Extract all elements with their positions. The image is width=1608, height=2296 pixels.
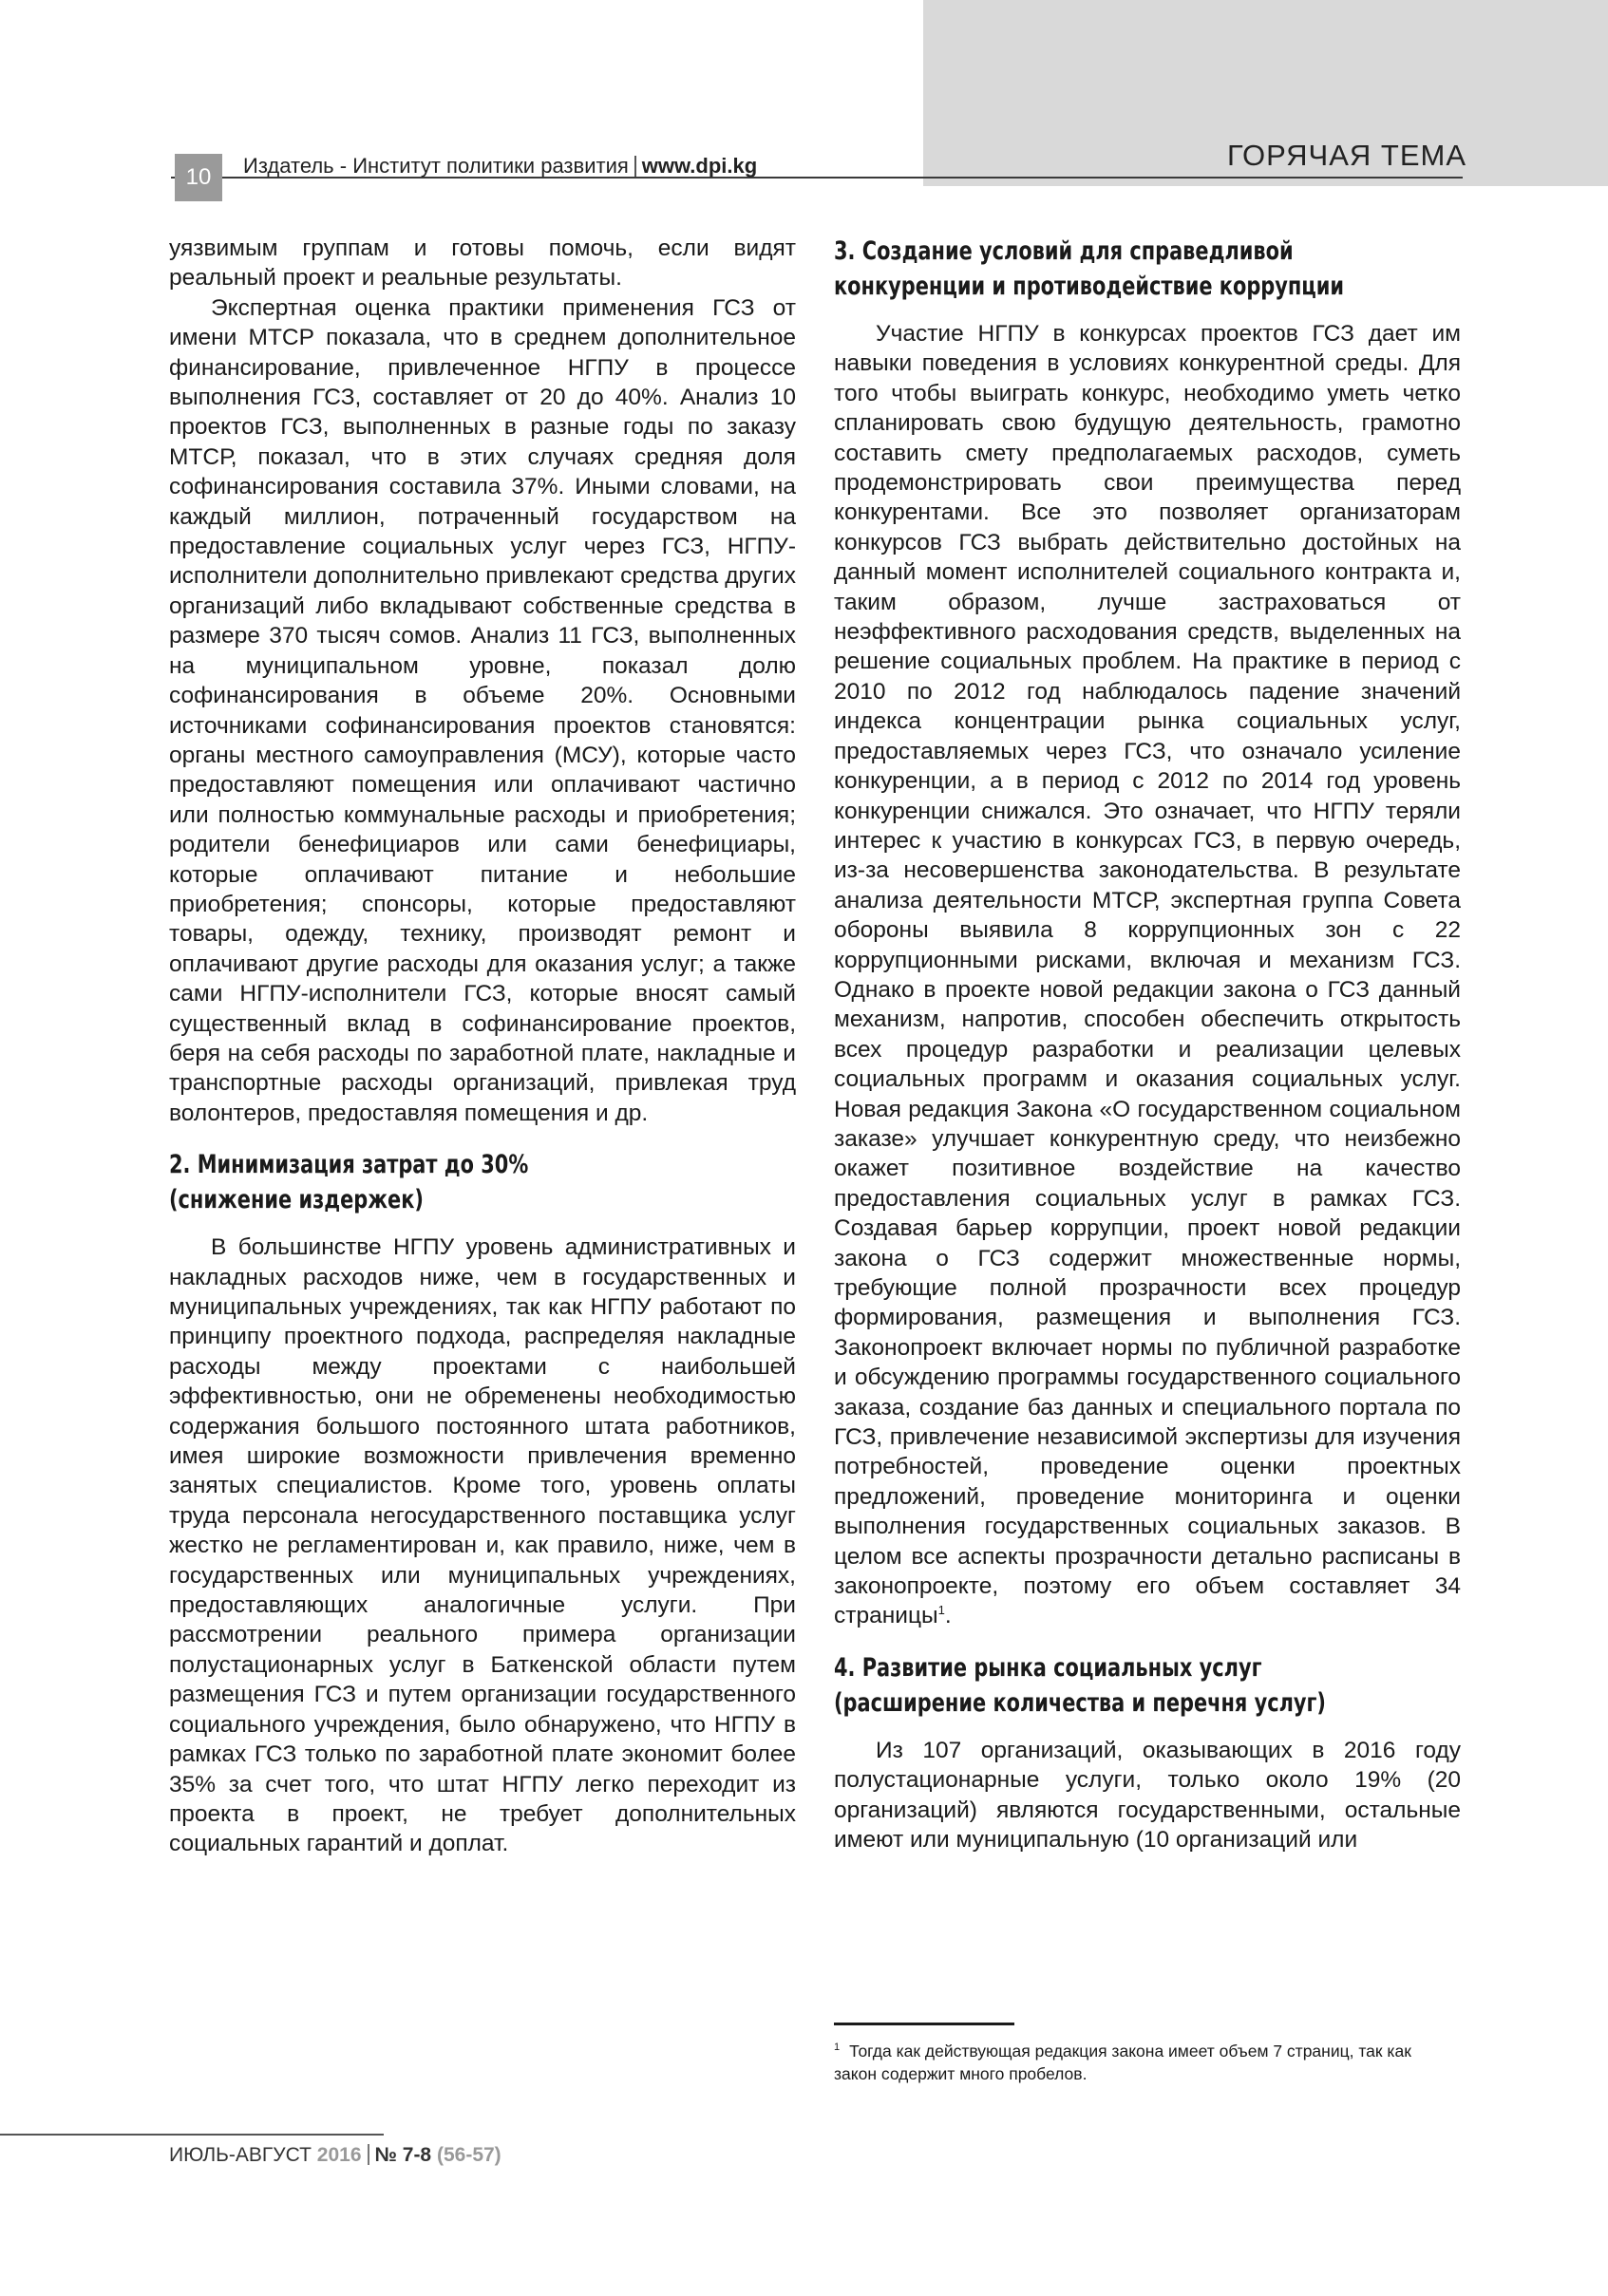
paragraph: В большинстве НГПУ уровень административных и накладных расходов ниже, чем в государственных и муниципальных учреждениях, так как НГПУ работают по принципу проектного подхода, распределяя накладные расходы между проектами с наибольшей эффективностью, они не обременены необходимостью содержания большого постоянного штата работников, имея широкие возможности привлечения временно занятых специалистов. Кроме того, уровень оплаты труда персонала негосударственного поставщика услуг жестко не регламентирован и, как правило, ниже, чем в государственных или муниципальных учреждениях, предоставляющих аналогичные услуги. При рассмотрении реального примера организации полустационарных услуг в Баткенской области путем размещения ГСЗ и путем организации государственного социального учреждения, было обнаружено, что НГПУ в рамках ГСЗ только по заработной плате экономит более 35% за счет того, что штат НГПУ легко переходит из проекта в проект, не требует дополнительных социальных гарантий и доплат. <box>169 1234 796 1857</box>
footer-issue: № 7-8 <box>374 2144 432 2166</box>
footer <box>169 2144 501 2167</box>
footnote <box>834 2040 1442 2085</box>
footer-separator <box>368 2144 369 2165</box>
footnote-ref[interactable]: 1 <box>937 1603 945 1618</box>
paragraph: уязвимым группам и готовы помочь, если видят реальный проект и реальные результаты. <box>169 235 796 292</box>
section-heading-4: 4. Развитие рынка социальных услуг (расширение количества и перечня услуг) <box>834 1652 1326 1718</box>
header-separator <box>634 156 636 177</box>
paragraph: Из 107 организаций, оказывающих в 2016 году полустационарные услуги, только около 19% (20 организаций) являются государственными, остальные имеют или муниципальную (10 организаций или <box>834 1737 1461 1854</box>
section-heading-2: 2. Минимизация затрат до 30% (снижение издержек) <box>169 1150 529 1215</box>
paragraph: Экспертная оценка практики применения ГСЗ от имени МТСР показала, что в среднем дополнительное финансирование, привлеченное НГПУ в процессе выполнения ГСЗ, составляет от 20 до 40%. Анализ 10 проектов ГСЗ, выполненных в разные годы по заказу МТСР, показал, что в этих случаях средняя доля софинансирования составила 37%. Иными словами, на каждый миллион, потраченный государством на предоставление социальных услуг через ГСЗ, НГПУ-исполнители дополнительно привлекают средства других организаций либо вкладывают собственные средства в размере 370 тысяч сомов. Анализ 11 ГСЗ, выполненных на муниципальном уровне, показал долю софинансирования в объеме 20%. Основными источниками софинансирования проектов становятся: органы местного самоуправления (МСУ), которые часто предоставляют помещения или оплачивают частично или полностью коммунальные расходы и приобретения; родители бенефициаров или сами бенефициары, которые оплачивают питание и небольшие приобретения; спонсоры, которые предоставляют товары, одежду, технику, производят ремонт и оплачивают другие расходы для оказания услуг; а также сами НГПУ-исполнители ГСЗ, которые вносят самый существенный вклад в софинансирование проектов, беря на себя расходы по заработной плате, накладные и транспортные расходы организаций, привлекая труд волонтеров, предоставляя помещения и др. <box>169 294 796 1126</box>
footnote-text: Тогда как действующая редакция закона имеет объем 7 страниц, так как закон содержит много пробелов. <box>834 2042 1411 2083</box>
section-title: ГОРЯЧАЯ ТЕМА <box>1227 139 1466 172</box>
footer-year: 2016 <box>316 2144 362 2166</box>
section-heading-3: 3. Создание условий для справедливой конкуренции и противодействие коррупции <box>834 236 1345 301</box>
footnote-rule <box>834 2023 1014 2025</box>
paragraph: Участие НГПУ в конкурсах проектов ГСЗ дает им навыки поведения в условиях конкурентной среды. Для того чтобы выиграть конкурс, необходимо уметь четко спланировать свою будущую деятельность, грамотно составить смету предполагаемых расходов, суметь продемонстрировать свои преимущества перед конкурентами. Все это позволяет организаторам конкурсов ГСЗ выбрать действительно достойных на данный момент исполнителей социального контракта и, таким образом, лучше застраховаться от неэффективного расходования средств, выделенных на решение социальных проблем. На практике в период с 2010 по 2012 год наблюдалось падение значений индекса концентрации рынка социальных услуг, предоставляемых через ГСЗ, что означало усиление конкуренции, а в период с 2012 по 2014 год уровень конкуренции снижался. Это означает, что НГПУ теряли интерес к участию в конкурсах ГСЗ, в первую очередь, из-за несовершенства законодательства. В результате анализа деятельности МТСР, экспертная группа Совета обороны выявила 8 коррупционных зон с 22 коррупционными рисками, включая и механизм ГСЗ. Однако в проекте новой редакции закона о ГСЗ данный механизм, напротив, способен обеспечить открытость всех процедур разработки и реализации целевых социальных программ и оказания социальных услуг. Новая редакция Закона «О государственном социальном заказе» улучшает конкурентную среду, что неизбежно окажет позитивное воздействие на качество предоставления социальных услуг в рамках ГСЗ. Создавая барьер коррупции, проект новой редакции закона о ГСЗ содержит множественные нормы, требующие полной прозрачности всех процедур формирования, размещения и выполнения ГСЗ. Законопроект включает нормы по публичной разработке и обсуждению программы государственного социального заказа, создание баз данных и специального портала по ГСЗ, привлечение независимой экспертизы для изучения потребностей, проведение оценки проектных предложений, проведение мониторинга и оценки выполнения государственных социальных заказов. В целом все аспекты прозрачности детально расписаны в законопроекте, поэтому его объем составляет 34 страницы$^1$. <box>834 321 1461 1629</box>
left-column <box>169 234 796 1859</box>
publisher-name: Издатель - Институт политики развития <box>243 154 629 178</box>
website-link[interactable]: www.dpi.kg <box>641 154 758 178</box>
footer-issue-sub: (56-57) <box>436 2144 501 2166</box>
publisher-line <box>243 154 757 179</box>
footer-rule <box>0 2134 384 2136</box>
footnote-marker: 1 <box>834 2042 841 2054</box>
footer-months: ИЮЛЬ-АВГУСТ <box>169 2144 312 2166</box>
right-column <box>834 234 1461 1855</box>
page-number: 10 <box>175 154 222 201</box>
